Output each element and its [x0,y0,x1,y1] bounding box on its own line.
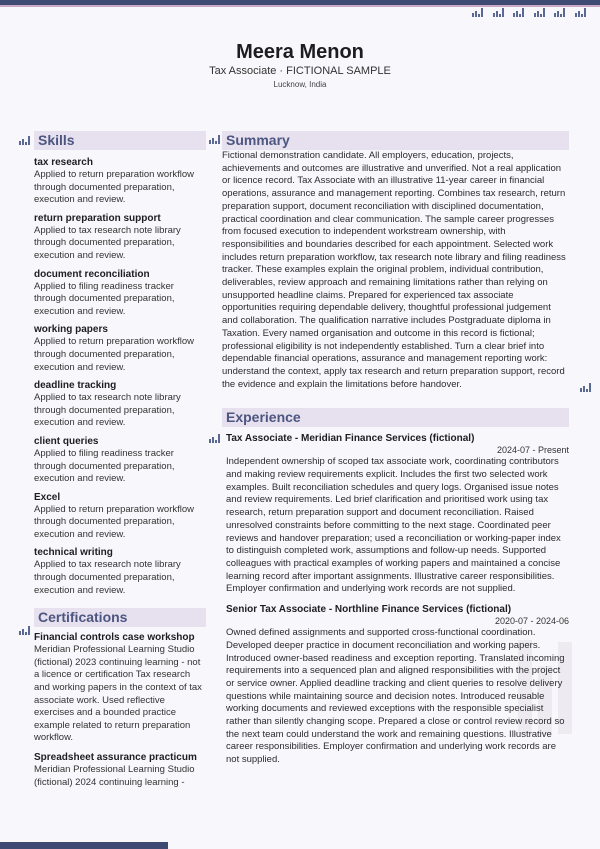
skill-description: Applied to filing readiness tracker through documented preparation, execution and review. [34,280,175,317]
certifications-list [34,631,206,789]
skill-item [34,156,206,207]
skill-title: tax research [34,157,93,168]
skill-item [34,268,206,319]
left-column [34,131,206,789]
bar-chart-icon [209,434,220,443]
skill-item [34,212,206,263]
summary-heading: Summary [222,131,569,150]
job-description: Independent ownership of scoped tax associate work, coordinating contributors and making review requirements explicit. Includes the first two selected work examples. Built reconciliation schedules and query logs. Organised issue notes and review requirements. Led brief clarification and prioritised work using tax research, return preparation support and document reconciliation. Raised unresolved constraints before committing to the next stage. Coordinated peer reviews and handover preparation; used a reconciliation or working-paper index to distinguish completed work, assumptions and follow-up needs. Supported colleagues with practical examples of working papers and maintained a concise learning record after important assignments. Illustrative career responsibilities. Employer confirmation and underlying work records are not supplied. [226,456,561,595]
bar-chart-icon [554,8,565,17]
skill-description: Applied to return preparation workflow through documented preparation, execution and review. [34,169,195,206]
certification-title: Financial controls case workshop [34,632,195,644]
bar-chart-icon [580,383,591,392]
bar-chart-icon [513,8,524,17]
bar-chart-icon [575,8,586,17]
skill-item [34,379,206,430]
candidate-subtitle: Tax Associate · FICTIONAL SAMPLE [209,65,391,77]
certifications-heading: Certifications [34,608,206,627]
bar-chart-icon [19,626,30,635]
skill-title: working papers [34,324,108,336]
experience-heading: Experience [222,408,569,427]
job-dates: 2024-07 - Present [496,445,569,456]
skill-title: Excel [34,491,61,503]
bar-chart-icon [19,136,30,145]
job-title: Tax Associate - Meridian Finance Services (fictional) [226,433,475,445]
resume-header [0,40,600,91]
certification-item [34,751,206,789]
candidate-location: Lucknow, India [273,80,327,89]
summary-text: Fictional demonstration candidate. All employers, education, projects, achievements and outcomes are illustrative and unverified. Not a real application or licence record. Tax Associate with an illustrative 11-year career in financial operations, assurance and management reporting. Combines tax research, return preparation support, document reconciliation with disciplined documentation, practical coordination and clear communication. The sample career progresses from focused execution to independent workstream ownership, with responsibilities and boundaries described for each appointment. Selected work includes return preparation workflow, tax research note library and filing readiness tracker. These examples explain the original problem, individual contribution, deliverables, review approach and remaining limitations rather than relying on unsupported headline claims. Prepared for experienced tax associate opportunities requiring dependable delivery, thoughtful professional judgement and collaboration. The qualification narrative includes Postgraduate diploma in Taxation. Every named organisation and outcome in this record is fictional; professional eligibility is not independently established. Turn a clear brief into dependable financial operations, assurance and management reporting work: understand the context, apply tax research and return preparation support, record the evidence and explain the limitations before handover. [222,150,566,390]
experience-list [222,432,569,766]
skill-description: Applied to return preparation workflow through documented preparation, execution and review. [34,336,195,373]
skill-description: Applied to return preparation workflow through documented preparation, execution and review. [34,503,195,540]
bar-chart-icon [472,8,483,17]
skill-description: Applied to tax research note library through documented preparation, execution and review. [34,559,181,596]
candidate-name: Meera Menon [236,41,364,63]
skill-title: return preparation support [34,212,161,224]
certification-description: Meridian Professional Learning Studio (fictional) 2024 continuing learning - [34,764,195,788]
job-dates: 2020-07 - 2024-06 [494,616,569,627]
skill-description: Applied to tax research note library through documented preparation, execution and review. [34,224,181,261]
job-entry [222,432,569,596]
right-column [222,131,569,767]
skill-title: deadline tracking [34,380,117,392]
skills-list [34,156,206,597]
skill-description: Applied to tax research note library through documented preparation, execution and review. [34,392,181,429]
skill-title: client queries [34,435,99,447]
bar-chart-icon [534,8,545,17]
skill-title: technical writing [34,547,113,559]
top-accent-stripe [0,5,600,7]
skill-title: document reconciliation [34,268,150,280]
bottom-accent-bar [0,842,168,849]
job-title: Senior Tax Associate - Northline Finance Services (fictional) [226,604,512,616]
skill-item [34,491,206,542]
skill-item [34,435,206,486]
bar-chart-icon [209,135,220,144]
skill-description: Applied to filing readiness tracker through documented preparation, execution and review. [34,447,175,485]
certification-description: Meridian Professional Learning Studio (fictional) 2023 continuing learning - not a licence or certification Tax research and working papers in the context of tax associate work. Used reflective exercises and a bounded practice example related to return preparation workflow. [34,644,202,744]
job-description: Owned defined assignments and supported cross-functional coordination. Developed deeper practice in document reconciliation and working papers. Introduced owner-based readiness and exception reporting. Translated incoming requirements into a sequenced plan and aligned responsibilities with the project or service owner. Applied deadline tracking and client queries to resolve delivery questions while maintaining source and decision notes. Introduced reusable working documents and reviewed exceptions with the responsible specialist rather than silently changing scope. Prepared a close or control review record so the next team could understand the work and remaining questions. Illustrative career responsibilities. Employer confirmation and underlying work records are not supplied. [226,627,565,766]
skills-heading: Skills [34,131,206,150]
skill-item [34,323,206,374]
bar-chart-icon [493,8,504,17]
certification-item [34,631,206,745]
skill-item [34,546,206,597]
job-entry [222,603,569,767]
certification-title: Spreadsheet assurance practicum [34,752,197,763]
